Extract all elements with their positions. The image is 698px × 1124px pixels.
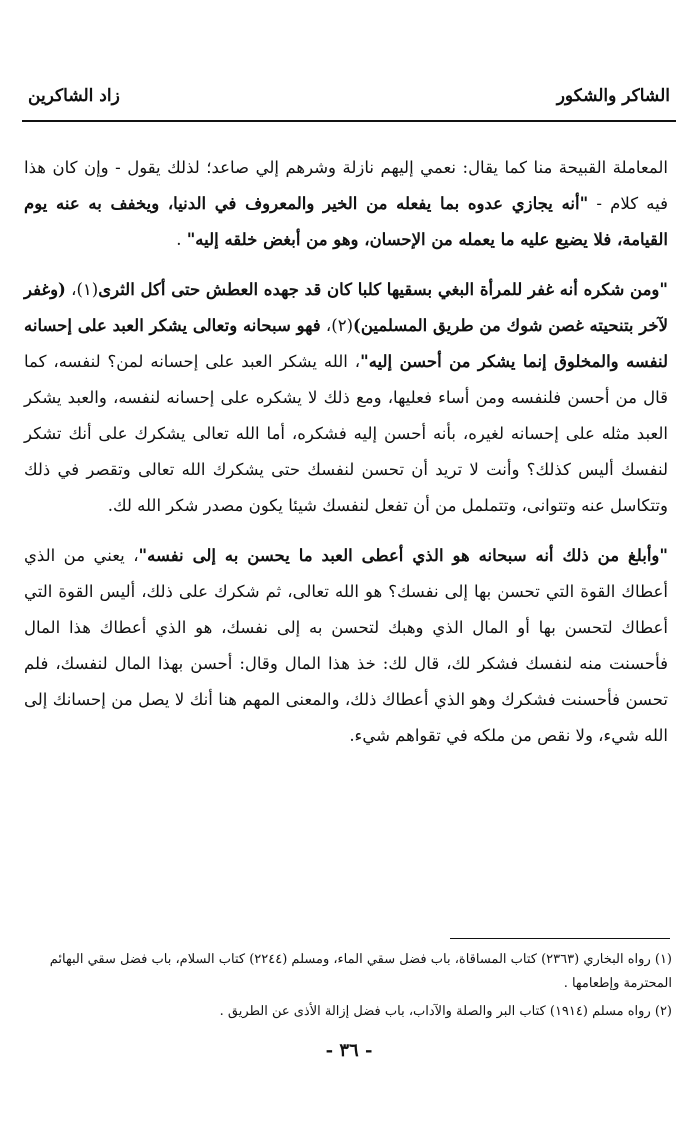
body-text xyxy=(24,150,668,754)
header-rule xyxy=(22,120,676,122)
text-run: ، xyxy=(65,280,77,299)
paragraph xyxy=(24,538,668,754)
quoted-text: "أنه يجازي عدوه بما يفعله من الخير والمعروف في الدنيا، ويخفف به عنه يوم القيامة، فلا يضيع عليه ما يعمله من الإحسان، وهو من أبغض خلقه إليه" xyxy=(24,194,668,249)
text-run: (١) xyxy=(76,280,99,299)
text-run: ، يعني من الذي أعطاك القوة التي تحسن بها إلى نفسك؟ هو الله تعالى، ثم شكرك على ذلك، أليس القوة التي أعطاك لتحسن بها أو المال الذي وهبك لتحسن به إلى نفسك، هو الذي أعطاك هذا المال فأحسنت منه لنفسك فشكر لك، قال لك: خذ هذا المال وقال: أحسن بهذا المال لنفسك، فلم تحسن فأحسنت فشكرك وهو الذي أعطاك ذلك، والمعنى المهم هنا أنك لا يصل من إحسانك إلى الله شيء، ولا نقص من ملكه في تقواهم شيء. xyxy=(24,546,668,745)
footnote-1: (١) رواه البخاري (٢٣٦٣) كتاب المساقاة، باب فضل سقي الماء، ومسلم (٢٢٤٤) كتاب السلام، باب فضل سقي البهائم المحترمة وإطعامها . xyxy=(49,952,672,991)
book-title: زاد الشاكرين xyxy=(28,86,120,106)
quoted-text: "ومن شكره أنه غفر للمرأة البغي بسقيها كلبا كان قد جهده العطش حتى أكل الثرى xyxy=(98,280,668,299)
quoted-text: (وغفر لآخر بتنحيته غصن شوك من طريق المسلمين) xyxy=(24,280,668,335)
running-header xyxy=(28,84,670,114)
quoted-text: "وأبلغ من ذلك أنه سبحانه هو الذي أعطى العبد ما يحسن به إلى نفسه" xyxy=(138,546,669,565)
text-run: ، xyxy=(320,316,332,335)
chapter-title: الشاكر والشكور xyxy=(556,86,670,106)
text-run: (٢) xyxy=(331,316,354,335)
quoted-text: فهو سبحانه وتعالى يشكر العبد على إحسانه لنفسه والمخلوق إنما يشكر من أحسن إليه" xyxy=(24,316,668,371)
footnote-separator xyxy=(450,938,670,939)
paragraph xyxy=(24,272,668,524)
text-run: ، الله يشكر العبد على إحسانه لمن؟ لنفسه، كما قال من أحسن فلنفسه ومن أساء فعليها، ومع ذلك لا يشكره على إحسانه لنفسه، والعبد يشكر العبد مثله على إحسانه لغيره، بأنه أحسن إليه فشكره، أما الله تعالى يشكرك على أنك تشكر لنفسك أليس كذلك؟ وأنت لا تريد أن تحسن لنفسك حتى يشكرك الله تعالى وتقصر في ذلك وتتكاسل عنه وتتوانى، وتتململ من أن تفعل لنفسك شيئا يكون مصدر شكر الله لك. xyxy=(24,352,668,515)
footnotes xyxy=(22,948,672,1028)
paragraph xyxy=(24,150,668,258)
text-run: . xyxy=(176,230,187,249)
footnote-2: (٢) رواه مسلم (١٩١٤) كتاب البر والصلة والآداب، باب فضل إزالة الأذى عن الطريق . xyxy=(219,1004,672,1019)
page-number: - ٣٦ - xyxy=(325,1040,373,1061)
text-run: المعاملة القبيحة منا كما يقال: نعمي إليهم نازلة وشرهم إلي صاعد؛ لذلك يقول - وإن كان هذا فيه كلام - xyxy=(24,158,668,213)
